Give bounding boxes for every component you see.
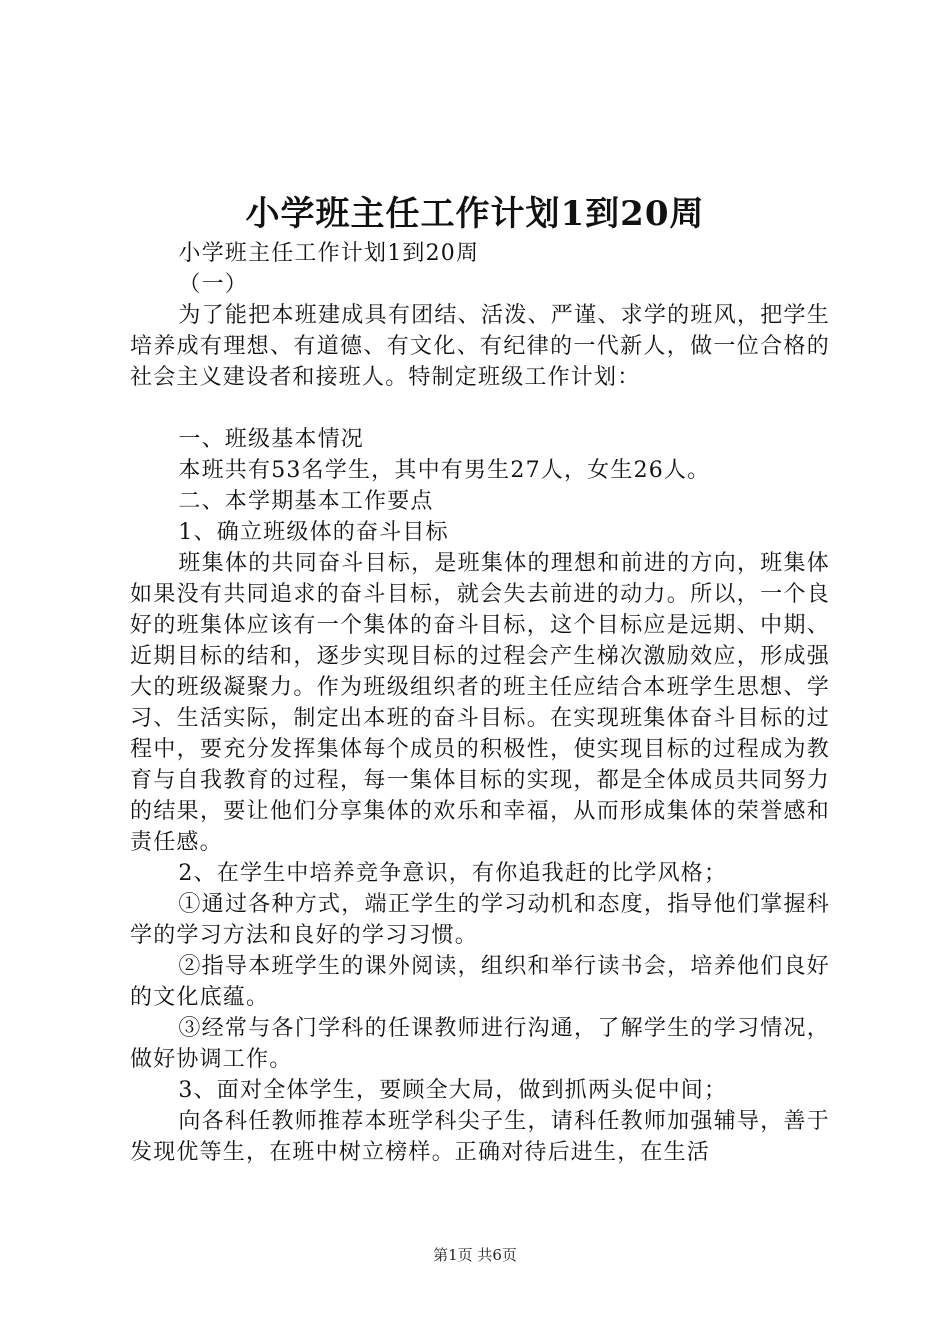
- heading-work-points: 二、本学期基本工作要点: [178, 489, 434, 514]
- paragraph-intro: 为了能把本班建成具有团结、活泼、严谨、求学的班风，把学生培养成有理想、有道德、有文化、有纪律的一代新人，做一位合格的社会主义建设者和接班人。特制定班级工作计划：: [130, 303, 830, 390]
- document-body: [130, 238, 830, 1168]
- document-title: 小学班主任工作计划1到20周: [245, 194, 705, 234]
- paragraph-item-2: ②指导本班学生的课外阅读，组织和举行读书会，培养他们良好的文化底蕴。: [130, 954, 830, 1010]
- heading-point-2: 2、在学生中培养竞争意识，有你追我赶的比学风格；: [178, 861, 728, 886]
- heading-point-1: 1、确立班级体的奋斗目标: [178, 520, 449, 545]
- heading-class-basics: 一、班级基本情况: [178, 427, 364, 452]
- paragraph-subtitle: 小学班主任工作计划1到20周: [178, 241, 480, 266]
- heading-point-3: 3、面对全体学生，要顾全大局，做到抓两头促中间；: [178, 1078, 728, 1103]
- paragraph-item-1: ①通过各种方式，端正学生的学习动机和态度，指导他们掌握科学的学习方法和良好的学习习惯。: [130, 892, 830, 948]
- paragraph-section-marker: （一）: [178, 272, 248, 297]
- paragraph-class-stats: 本班共有53名学生，其中有男生27人，女生26人。: [178, 458, 711, 483]
- paragraph-item-3: ③经常与各门学科的任课教师进行沟通，了解学生的学习情况，做好协调工作。: [130, 1016, 830, 1072]
- page-number-footer: 第1页 共6页: [433, 1246, 517, 1264]
- paragraph-point-1: 班集体的共同奋斗目标，是班集体的理想和前进的方向，班集体如果没有共同追求的奋斗目标，就会失去前进的动力。所以，一个良好的班集体应该有一个集体的奋斗目标，这个目标应是远期、中期、近期目标的结和，逐步实现目标的过程会产生梯次激励效应，形成强大的班级凝聚力。作为班级组织者的班主任应结合本班学生思想、学习、生活实际，制定出本班的奋斗目标。在实现班集体奋斗目标的过程中，要充分发挥集体每个成员的积极性，使实现目标的过程成为教育与自我教育的过程，每一集体目标的实现，都是全体成员共同努力的结果，要让他们分享集体的欢乐和幸福，从而形成集体的荣誉感和责任感。: [130, 551, 830, 855]
- paragraph-point-3: 向各科任教师推荐本班学科尖子生，请科任教师加强辅导，善于发现优等生，在班中树立榜样。正确对待后进生，在生活: [130, 1109, 830, 1165]
